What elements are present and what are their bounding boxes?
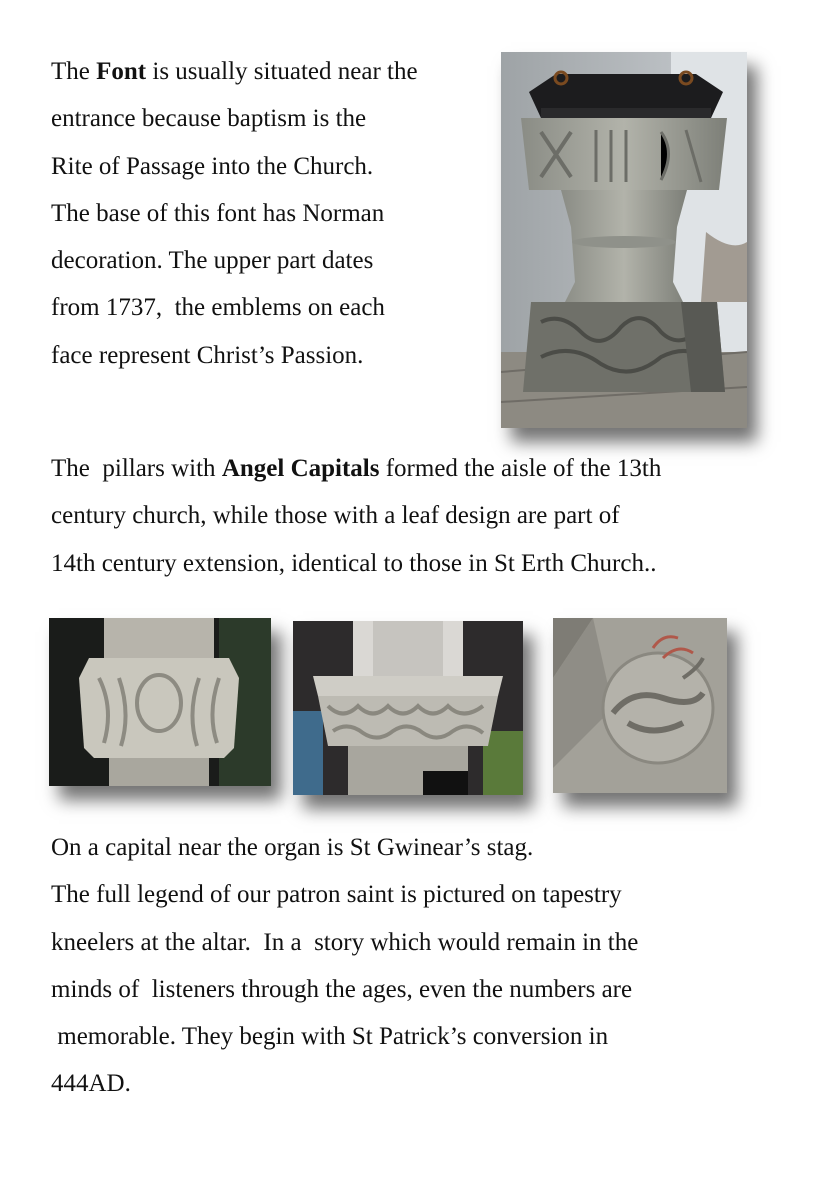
text-line: Rite of Passage into the Church. — [51, 152, 374, 180]
stag-carving-photo — [553, 618, 727, 793]
text-line: minds of listeners through the ages, even the numbers are — [51, 975, 633, 1003]
pillars-paragraph — [51, 445, 791, 587]
text-line: 14th century extension, identical to those in St Erth Church.. — [51, 549, 657, 577]
text-line: The Font is usually situated near the — [51, 58, 418, 85]
text-line: The full legend of our patron saint is pictured on tapestry — [51, 881, 622, 909]
text-line: On a capital near the organ is St Gwinear’s stag. — [51, 834, 534, 861]
text-line: from 1737, the emblems on each — [51, 294, 385, 322]
angel-capital-photo — [49, 618, 271, 786]
text-line: 444AD. — [51, 1070, 131, 1098]
angel-capitals-term: Angel Capitals — [221, 455, 380, 482]
text-line: memorable. They begin with St Patrick’s conversion in — [51, 1023, 609, 1051]
text-line: kneelers at the altar. In a story which would remain in the — [51, 928, 639, 956]
font-photo — [501, 52, 747, 428]
text-line: face represent Christ’s Passion. — [51, 341, 364, 369]
text-line: decoration. The upper part dates — [51, 247, 374, 275]
leaf-capital-photo — [293, 621, 523, 795]
text-line: century church, while those with a leaf design are part of — [51, 502, 620, 530]
font-term: Font — [96, 58, 147, 85]
text-line: entrance because baptism is the — [51, 105, 367, 133]
text-line: The base of this font has Norman — [51, 199, 385, 227]
text-line: The pillars with Angel Capitals formed the aisle of the 13th — [51, 455, 662, 482]
font-paragraph — [51, 48, 491, 379]
stag-paragraph — [51, 824, 791, 1108]
